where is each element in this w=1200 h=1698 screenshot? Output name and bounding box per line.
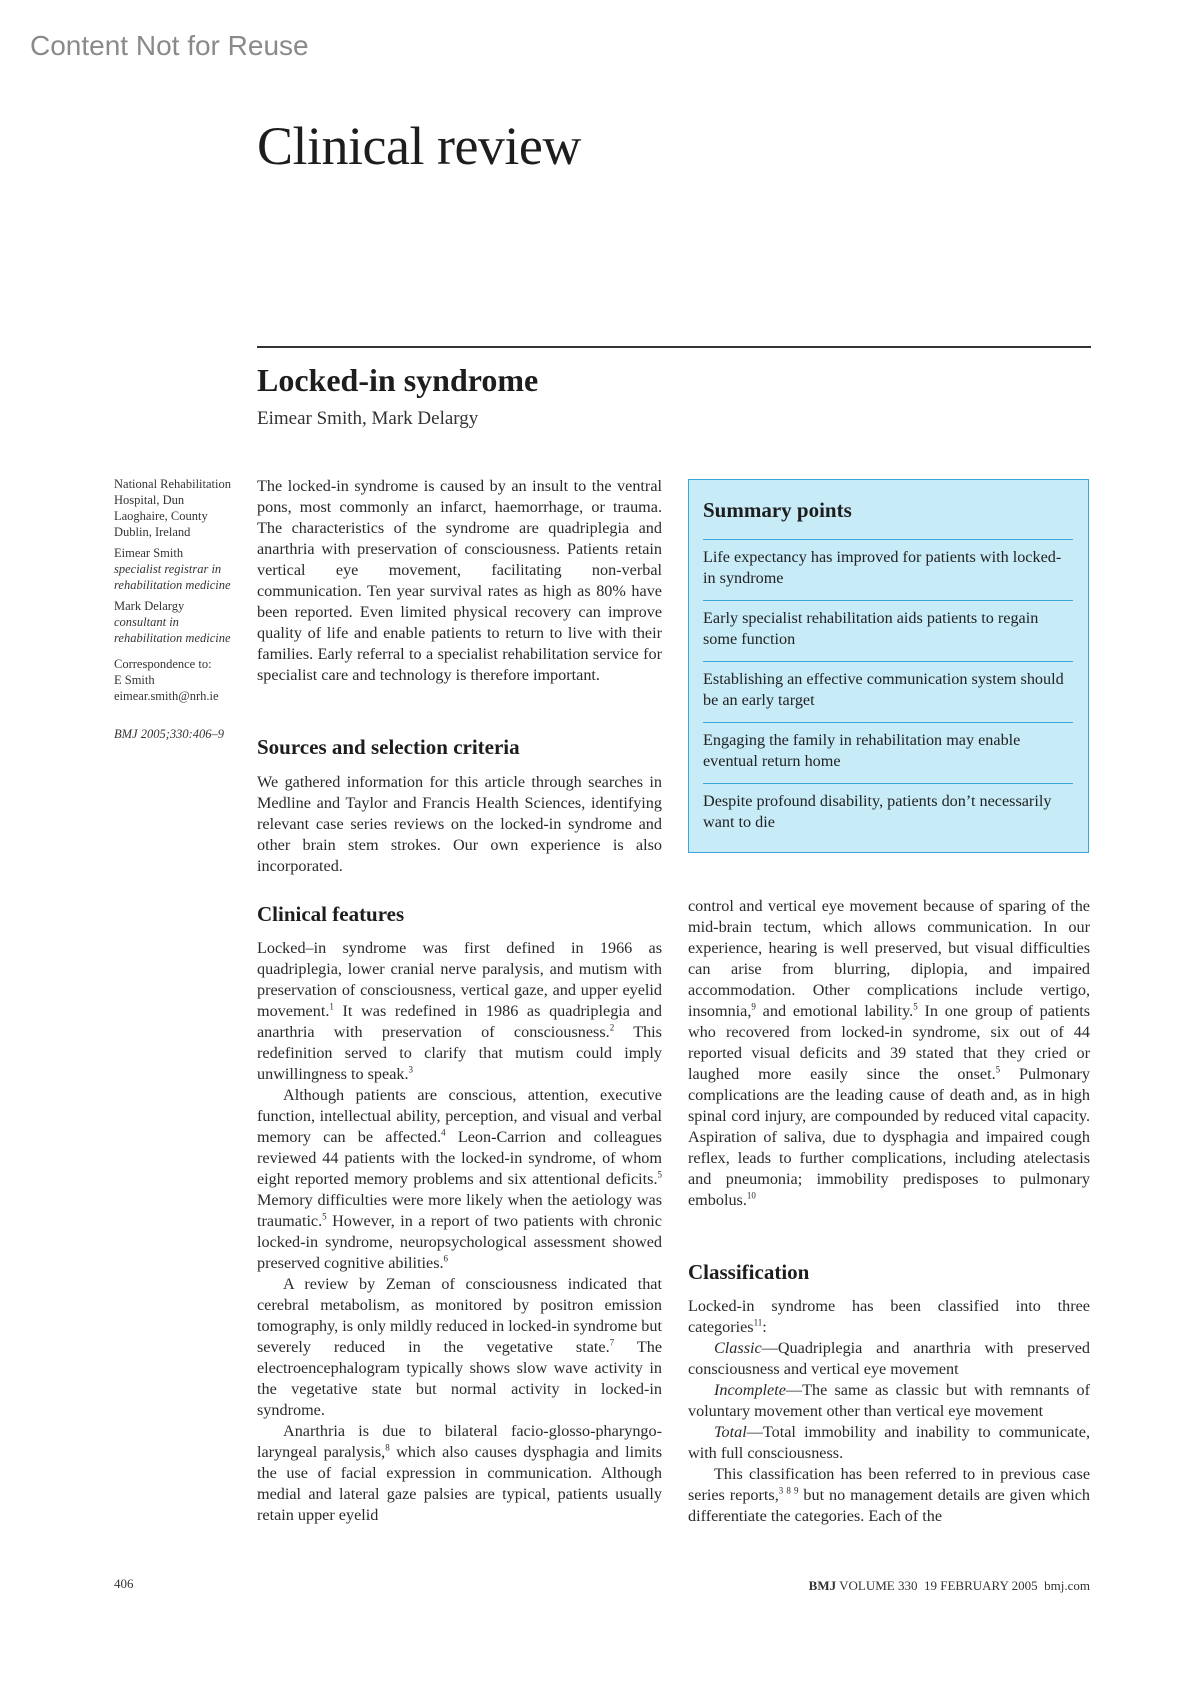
author1-role: specialist registrar in rehabilitation medicine (114, 562, 231, 592)
text-run: In one group of patients who recovered from locked-in syndrome, six out of 44 reported visual deficits and 39 stated that they cried or laughed more easily since the onset. (688, 1002, 1090, 1083)
article-authors: Eimear Smith, Mark Delargy (257, 408, 479, 429)
clinical-paragraph-4 (257, 1421, 662, 1526)
classification-incomplete (688, 1380, 1090, 1422)
text-run: Locked-in syndrome has been classified into three categories (688, 1297, 1090, 1336)
citation: BMJ 2005;330:406–9 (114, 727, 225, 741)
reference-mark: 1 (329, 1001, 334, 1012)
reference-mark: 7 (609, 1337, 615, 1348)
clinical-heading: Clinical features (257, 902, 405, 926)
title-divider (257, 346, 1091, 348)
journal-name: BMJ (808, 1578, 837, 1593)
summary-item: Despite profound disability, patients don’t necessarily want to die (703, 783, 1073, 844)
text-run: It was redefined in 1986 as quadriplegia and anarthria with preservation of consciousness. (257, 1002, 662, 1041)
author1-name: Eimear Smith (114, 546, 184, 560)
reference-mark: 5 (657, 1169, 662, 1180)
reference-mark: 4 (441, 1127, 446, 1138)
text-run: —Quadriplegia and anarthria with preserved consciousness and vertical eye movement (688, 1339, 1090, 1378)
text-run: Although patients are conscious, attention, executive function, intellectual ability, perception, and visual and verbal memory can be affected. (257, 1086, 662, 1146)
abstract (257, 476, 662, 686)
journal-site[interactable]: bmj.com (1044, 1578, 1090, 1593)
text-run: Leon-Carrion and colleagues reviewed 44 patients with the locked-in syndrome, of whom eight reported memory problems and six attentional deficits. (257, 1128, 662, 1188)
journal-footer (788, 1578, 1090, 1594)
classification-intro (688, 1296, 1090, 1338)
sources-heading-wrap (257, 735, 520, 760)
reference-mark: 5 (995, 1064, 1001, 1075)
summary-item: Establishing an effective communication system should be an early target (703, 661, 1073, 722)
text-run: but no management details are given which differentiate the categories. Each of the (688, 1486, 1090, 1525)
category-label: Total (714, 1423, 747, 1441)
sources-text: We gathered information for this article through searches in Medline and Taylor and Francis Health Sciences, identifying relevant case series reviews on the locked-in syndrome and other brain stem strokes. Our own experience is also incorporated. (257, 773, 662, 875)
journal-date: 19 FEBRUARY 2005 (923, 1578, 1038, 1593)
reference-mark: 10 (746, 1190, 756, 1201)
text-run: A review by Zeman of consciousness indicated that cerebral metabolism, as monitored by positron emission tomography, is only mildly reduced in locked-in syndrome but severely reduced in the vegetative state. (257, 1275, 662, 1356)
reference-mark: 5 (913, 1001, 918, 1012)
section-label: Clinical review (257, 116, 581, 176)
text-run: Anarthria is due to bilateral facio-glosso-pharyngo-laryngeal paralysis, (257, 1422, 662, 1461)
text-run: The electroencephalogram typically shows slow wave activity in the vegetative state but normal activity in locked-in syndrome. (257, 1338, 663, 1419)
clinical-paragraph-1 (257, 938, 662, 1085)
classification-last (688, 1464, 1090, 1527)
text-run: Pulmonary complications are the leading cause of death and, as in high spinal cord injury, are compounded by reduced vital capacity. Aspiration of saliva, due to dysphagia and impaired cough reflex, leads to further complications, including atelectasis and pneumonia; immobility predisposes to pulmonary embolus. (688, 1065, 1091, 1209)
classification-section (688, 1296, 1090, 1527)
text-run: which also causes dysphagia and limits the use of facial expression in communication. Although medial and lateral gaze palsies are typical, patients usually retain upper eyelid (257, 1443, 662, 1524)
text-run: : (762, 1318, 767, 1336)
reference-mark: 11 (753, 1317, 763, 1328)
author-sidebar (114, 476, 240, 742)
summary-box (688, 479, 1089, 853)
category-label: Classic (714, 1339, 762, 1357)
reference-mark: 5 (322, 1211, 327, 1222)
reference-mark: 8 (385, 1442, 390, 1453)
abstract-text: The locked-in syndrome is caused by an insult to the ventral pons, most commonly an infarct, haemorrhage, or trauma. The characteristics of the syndrome are quadriplegia and anarthria with preservation of consciousness. Patients retain vertical eye movement, facilitating non-verbal communication. Ten year survival rates as high as 80% have been reported. Even limited physical recovery can improve quality of life and enable patients to return to live with their families. Early referral to a specialist rehabilitation service for specialist care and technology is therefore important. (257, 477, 662, 684)
author2-name: Mark Delargy (114, 599, 185, 613)
text-run: —The same as classic but with remnants of voluntary movement other than vertical eye movement (688, 1381, 1090, 1420)
page-number: 406 (114, 1576, 134, 1591)
correspondence-email[interactable]: eimear.smith@nrh.ie (114, 689, 219, 703)
text-run: This classification has been referred to in previous case series reports, (688, 1465, 1090, 1504)
classification-classic (688, 1338, 1090, 1380)
author2-role: consultant in rehabilitation medicine (114, 615, 231, 645)
classification-total (688, 1422, 1090, 1464)
summary-item: Early specialist rehabilitation aids patients to regain some function (703, 600, 1073, 661)
correspondence-name: E Smith (114, 673, 155, 687)
watermark-text: Content Not for Reuse (30, 30, 309, 61)
summary-title: Summary points (703, 498, 852, 522)
right-column (688, 896, 1090, 1211)
category-label: Incomplete (714, 1381, 786, 1399)
reference-mark: 6 (443, 1253, 449, 1264)
reference-mark: 9 (751, 1001, 756, 1012)
sources-heading: Sources and selection criteria (257, 735, 520, 759)
text-run: This redefinition served to clarify that mutism could imply unwillingness to speak. (257, 1023, 662, 1083)
text-run: Locked–in syndrome was first defined in 1966 as quadriplegia, lower cranial nerve paralysis, and mutism with preservation of consciousness, vertical gaze, and upper eyelid movement. (257, 939, 662, 1020)
correspondence-label: Correspondence to: (114, 657, 212, 671)
summary-list (703, 539, 1073, 844)
journal-volume: VOLUME 330 (839, 1578, 918, 1593)
reference-mark: 3 (408, 1064, 414, 1075)
reference-mark: 3 8 9 (778, 1485, 799, 1496)
affiliation: National Rehabilitation Hospital, Dun Laoghaire, County Dublin, Ireland (114, 477, 231, 539)
text-run: control and vertical eye movement because of sparing of the mid-brain tectum, which allows communication. In our experience, hearing is well preserved, but visual difficulties can arise from blurring, diplopia, and impaired accommodation. Other complications include vertigo, insomnia, (688, 897, 1090, 1020)
text-run: Memory difficulties were more likely when the aetiology was traumatic. (257, 1191, 662, 1230)
text-run: However, in a report of two patients with chronic locked-in syndrome, neuropsychological assessment showed preserved cognitive abilities. (257, 1212, 662, 1272)
sources-section (257, 772, 662, 877)
text-run: —Total immobility and inability to communicate, with full consciousness. (688, 1423, 1090, 1462)
clinical-paragraph-3 (257, 1274, 662, 1421)
classification-heading: Classification (688, 1260, 810, 1284)
text-run: and emotional lability. (755, 1002, 914, 1020)
summary-item: Life expectancy has improved for patients with locked-in syndrome (703, 539, 1073, 600)
article-title: Locked-in syndrome (257, 362, 539, 398)
right-paragraph-1 (688, 896, 1090, 1211)
classification-heading-wrap (688, 1260, 809, 1285)
clinical-features-column (257, 938, 662, 1526)
clinical-paragraph-2 (257, 1085, 662, 1274)
reference-mark: 2 (609, 1022, 615, 1033)
summary-item: Engaging the family in rehabilitation may enable eventual return home (703, 722, 1073, 783)
clinical-heading-wrap (257, 902, 404, 927)
